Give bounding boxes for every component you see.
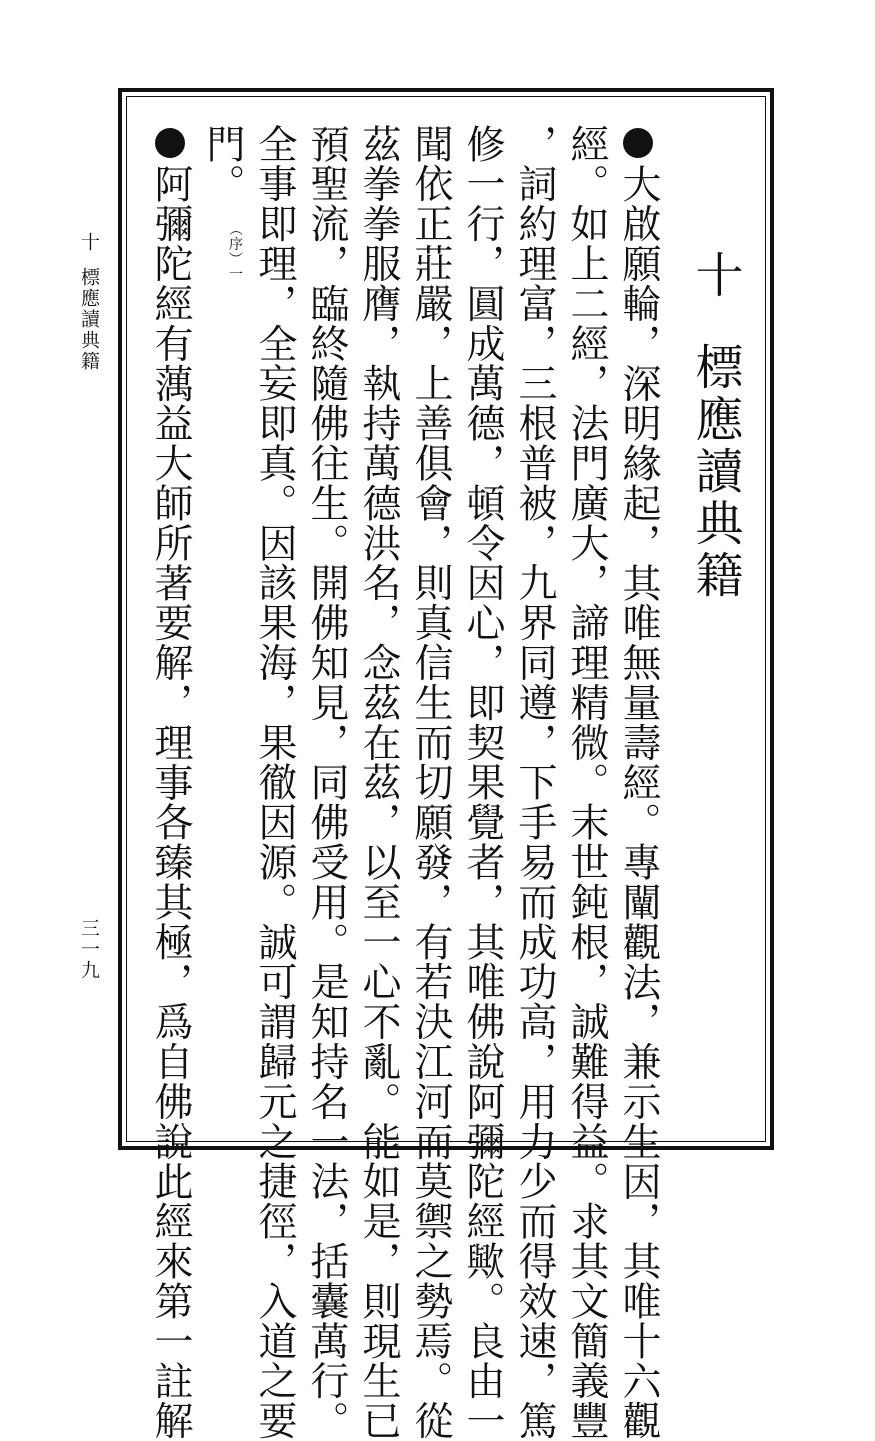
page-number: 三一九 [78,918,100,981]
text-column-7: 預聖流，臨終隨佛往生。開佛知見，同佛受用。是知持名一法，括囊萬行。 [304,124,349,1441]
bullet-dot-icon [155,128,185,158]
chapter-title: 標應讀典籍 [687,342,743,602]
text-column-1: 大啟願輪，深明緣起，其唯無量壽經。專闡觀法，兼示生因，其唯十六觀 [612,124,658,1441]
text-column-5: 聞依正莊嚴，上善俱會，則真信生而切願發，有若決江河而莫禦之勢焉。從 [408,124,453,1441]
text-column-3: ，詞約理富，三根普被，九界同遵，下手易而成功高，用力少而得效速，篤 [512,124,557,1441]
source-note: （序）一 [227,221,243,282]
text-column-9: 門。（序）一 [200,124,245,282]
text-column-2: 經。如上二經，法門廣大，諦理精微。末世鈍根，誠難得益。求其文簡義豐 [564,124,609,1441]
text-column-10: 阿彌陀經有蕅益大師所著要解，理事各臻其極，爲自佛說此經來第一註解 [144,124,190,1441]
text-column-8: 全事即理，全妄即真。因該果海，果徹因源。誠可謂歸元之捷徑，入道之要 [252,124,297,1441]
bullet-dot-icon [623,128,653,158]
text-column-6: 茲拳拳服膺，執持萬德洪名，念茲在茲，以至一心不亂。能如是，則現生已 [356,124,401,1441]
text-column-4: 修一行，圓成萬德，頓令因心，即契果覺者，其唯佛說阿彌陀經歟。良由一 [460,124,505,1441]
chapter-number: 十 [687,250,743,302]
chapter-heading [683,250,743,602]
running-header: 十標應讀典籍 [78,232,100,372]
